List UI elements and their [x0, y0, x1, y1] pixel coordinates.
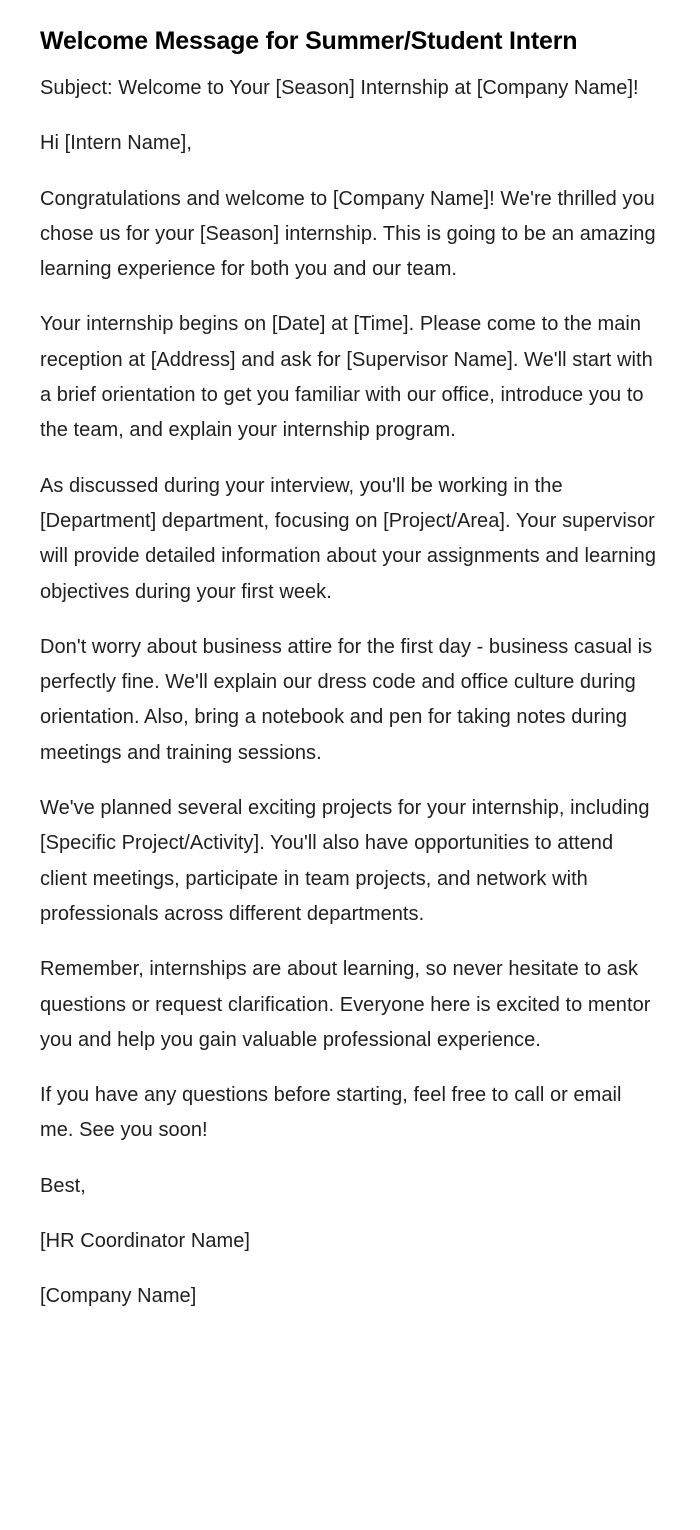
- greeting: Hi [Intern Name],: [40, 132, 193, 155]
- body-paragraph: If you have any questions before starting, feel free to call or email me. See you soon!: [40, 1084, 622, 1142]
- subject-line: Subject: Welcome to Your [Season] Internship at [Company Name]!: [40, 77, 639, 99]
- document-title: Welcome Message for Summer/Student Intern: [40, 27, 578, 55]
- company-name: [Company Name]: [40, 1285, 197, 1308]
- body-paragraph: Don't worry about business attire for the first day - business casual is perfectly fine. We'll explain our dress code and office culture during orientation. Also, bring a notebook and pen for taking notes during meetings and training sessions.: [40, 635, 653, 764]
- body-paragraph: We've planned several exciting projects for your internship, including [Specific Project/Activity]. You'll also have opportunities to attend client meetings, participate in team projects, and network with professionals across different departments.: [40, 797, 650, 925]
- sender-name: [HR Coordinator Name]: [40, 1230, 251, 1253]
- body-paragraph: As discussed during your interview, you'll be working in the [Department] department, focusing on [Project/Area]. Your supervisor will provide detailed information about your assignments and learning objectives during your first week.: [40, 474, 657, 603]
- sign-off: Best,: [40, 1174, 86, 1197]
- body-paragraph: Congratulations and welcome to [Company Name]! We're thrilled you chose us for your [Season] internship. This is going to be an amazing learning experience for both you and our team.: [40, 187, 656, 281]
- body-paragraph: Your internship begins on [Date] at [Time]. Please come to the main reception at [Address] and ask for [Supervisor Name]. We'll start with a brief orientation to get you familiar with our office, introduce you to the team, and explain your internship program.: [40, 313, 653, 442]
- body-paragraph: Remember, internships are about learning, so never hesitate to ask questions or request clarification. Everyone here is excited to mentor you and help you gain valuable professional experience.: [40, 958, 651, 1051]
